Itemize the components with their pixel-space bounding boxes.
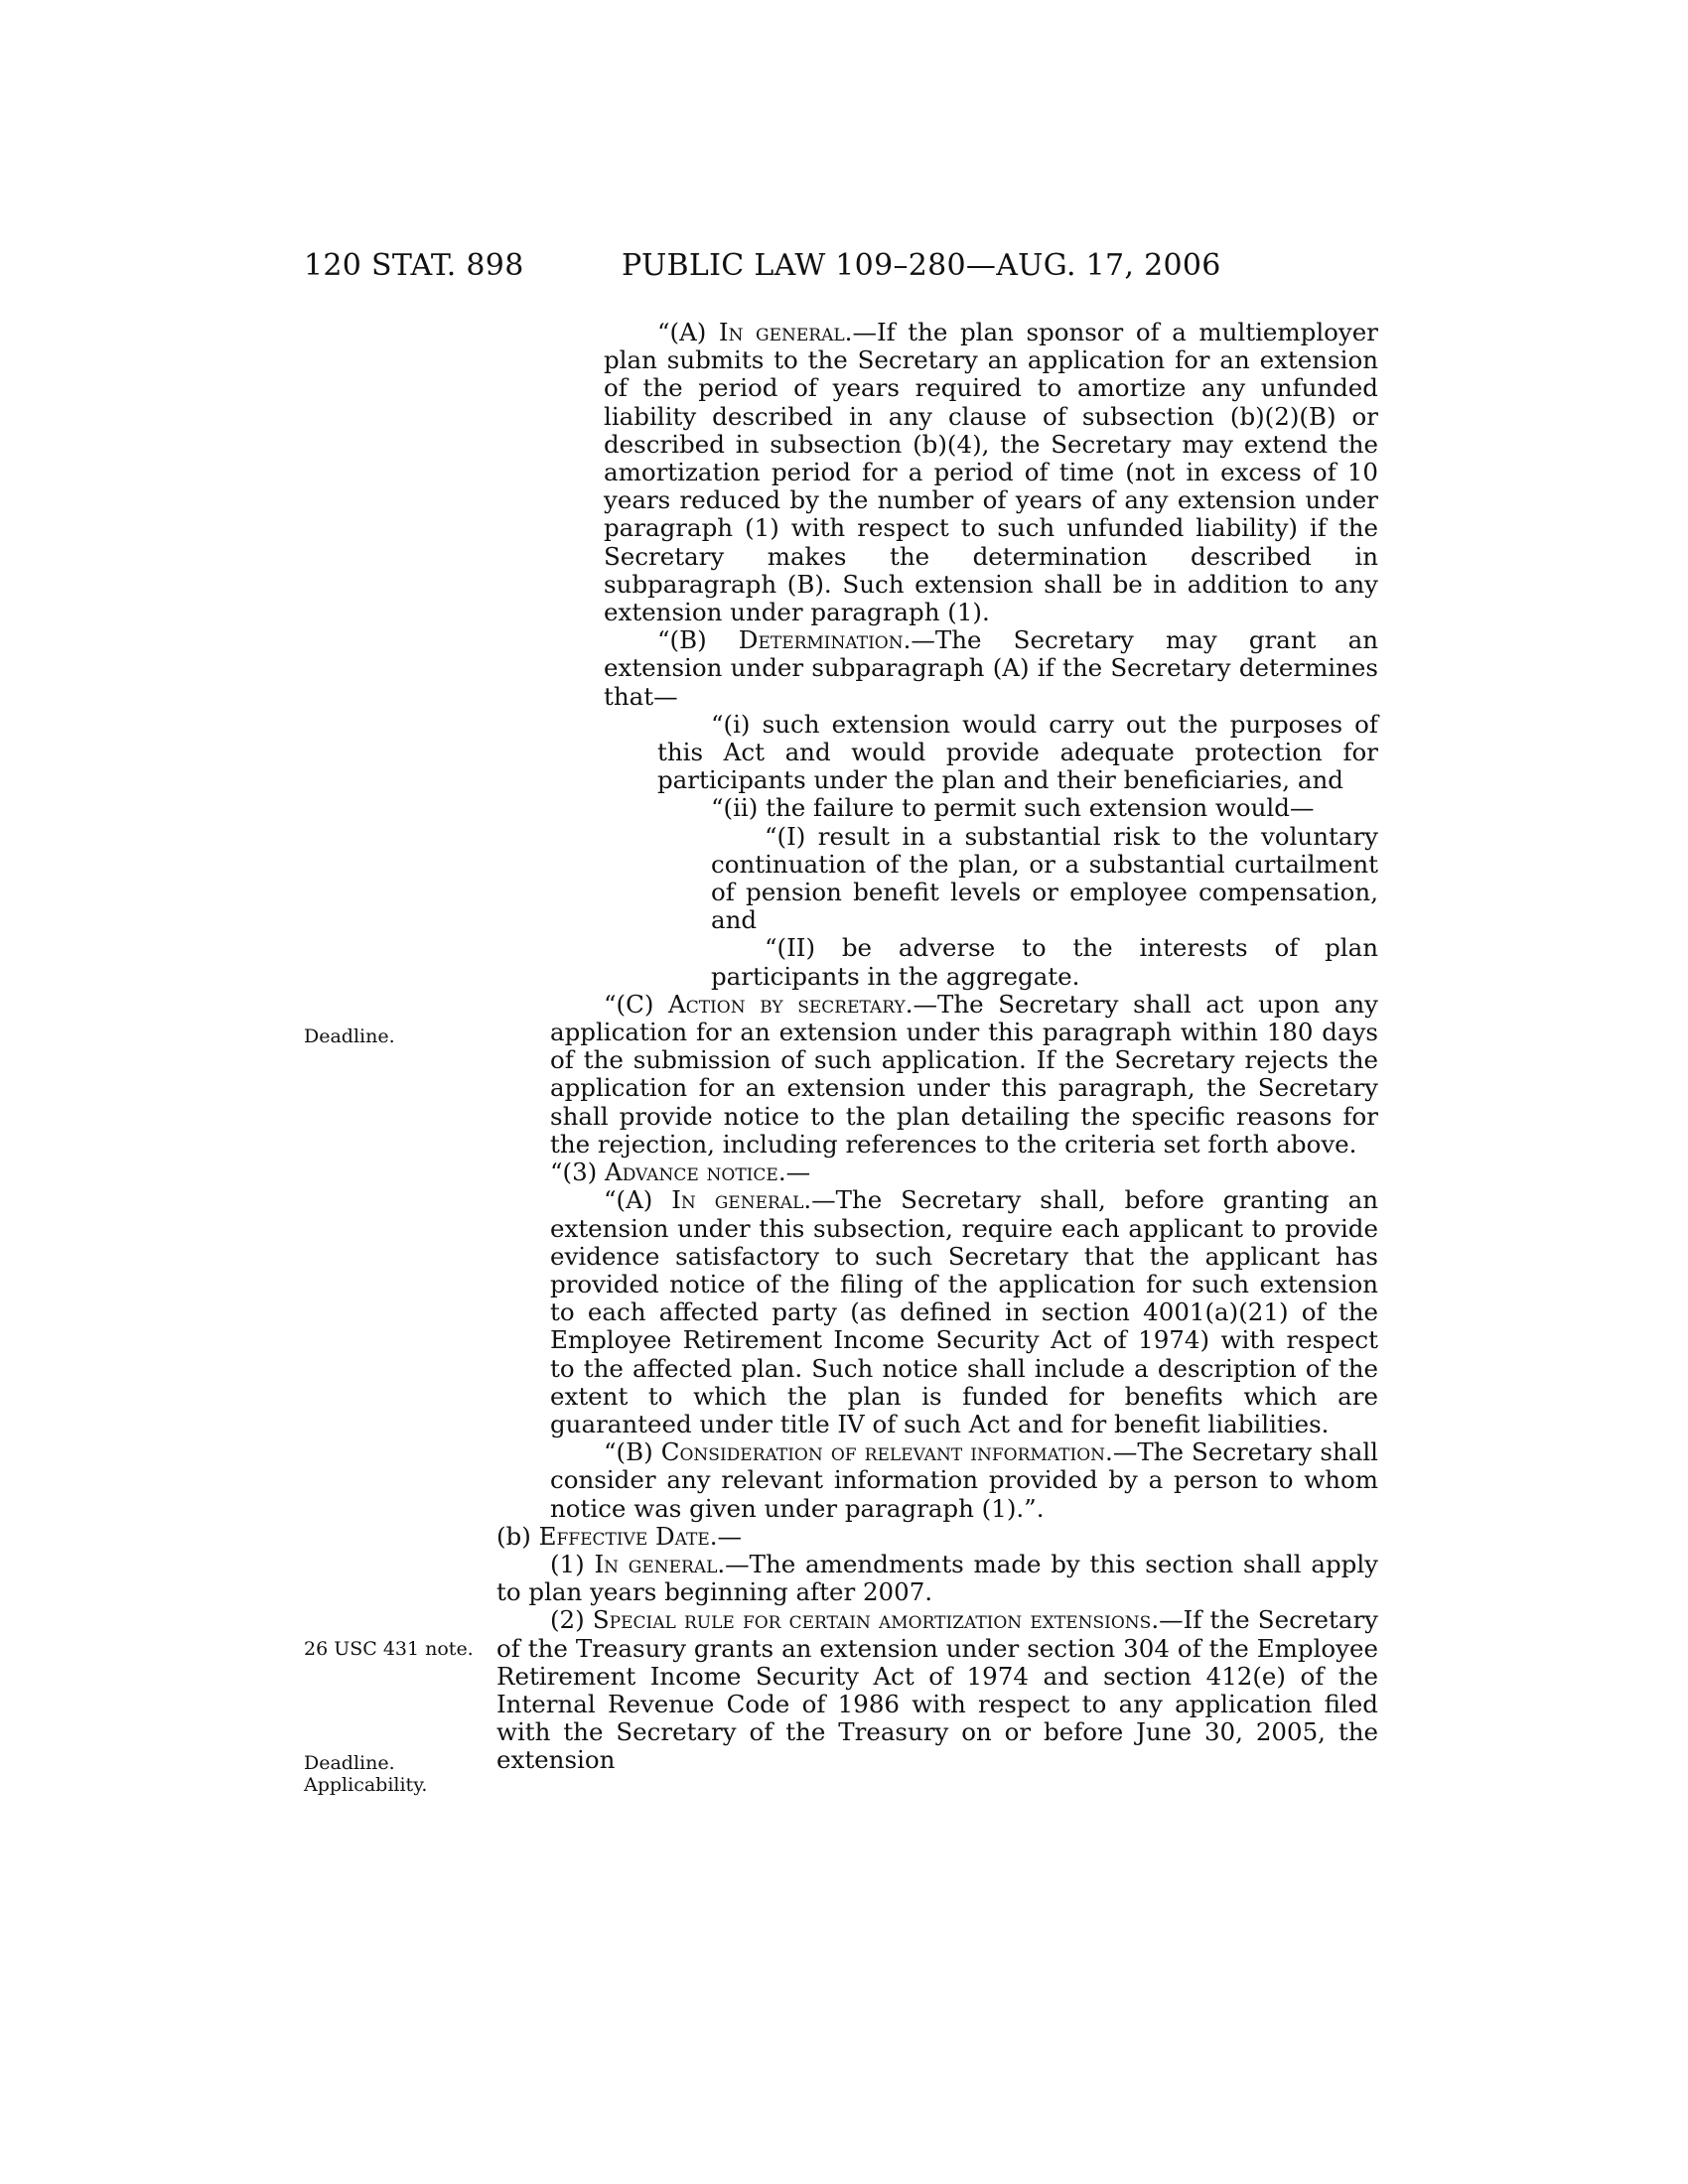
paragraph-3A: “(A) In general.—The Secretary shall, before granting an extension under this subsection, require each applicant to provide evidence satisfactory to such Secretary that the applicant has provided notice of the filing of the application for such extension to each affected party (as defined in section 4001(a)(21) of the Employee Retirement Income Security Act of 1974) with respect to the affected plan. Such notice shall include a description of the extent to which the plan is funded for benefits which are guaranteed under title IV of such Act and for benefit liabilities. [550, 1185, 1378, 1438]
subclause-II: “(II) be adverse to the interests of plan participants in the aggregate. [711, 933, 1378, 991]
margin-note-deadline-2: Deadline. [304, 1752, 395, 1774]
paragraph-3B: “(B) Consideration of relevant information.—The Secretary shall consider any relevant information provided by a person to whom notice was given under paragraph (1).”. [550, 1437, 1378, 1523]
statute-page-number: 120 STAT. 898 [304, 248, 524, 283]
paragraph-3: “(3) Advance notice.— [550, 1158, 811, 1187]
margin-note-applicability: Applicability. [304, 1774, 428, 1796]
margin-note-deadline: Deadline. [304, 1025, 395, 1047]
paragraph-2B: “(B) Determination.—The Secretary may grant an extension under subparagraph (A) if the Secretary determines that— [604, 625, 1378, 711]
subclause-I: “(I) result in a substantial risk to the voluntary continuation of the plan, or a substantial curtailment of pension benefit levels or employee compensation, and [711, 821, 1378, 935]
margin-note-usc: 26 USC 431 note. [304, 1638, 474, 1660]
paragraph-2C: “(C) Action by secretary.—The Secretary shall act upon any application for an extension under this paragraph within 180 days of the submission of such application. If the Secretary rejects the application for an extension under this paragraph, the Secretary shall provide notice to the plan detailing the specific reasons for the rejection, including references to the criteria set forth above. [550, 989, 1378, 1159]
subsection-b: (b) Effective Date.— [496, 1521, 743, 1551]
paragraph-b2: (2) Special rule for certain amortization extensions.—If the Secretary of the Treasury grants an extension under section 304 of the Employee Retirement Income Security Act of 1974 and section 412(e) of the Internal Revenue Code of 1986 with respect to any application filed with the Secretary of the Treasury on or before June 30, 2005, the extension [496, 1605, 1379, 1775]
paragraph-b1: (1) In general.—The amendments made by this section shall apply to plan years beginning after 2007. [496, 1549, 1378, 1607]
running-header-title: PUBLIC LAW 109–280—AUG. 17, 2006 [622, 248, 1221, 283]
paragraph-2A: “(A) In general.—If the plan sponsor of a multiemployer plan submits to the Secretary an application for an extension of the period of years required to amortize any unfunded liability described in any clause of subsection (b)(2)(B) or described in subsection (b)(4), the Secretary may extend the amortization period for a period of time (not in excess of 10 years reduced by the number of years of any extension under paragraph (1) with respect to such unfunded liability) if the Secretary makes the determination described in subparagraph (B). Such extension shall be in addition to any extension under paragraph (1). [604, 318, 1378, 627]
body-text [496, 318, 1379, 1775]
clause-ii: “(ii) the failure to permit such extension would— [711, 793, 1315, 823]
clause-i: “(i) such extension would carry out the purposes of this Act and would provide adequate protection for participants under the plan and their beneficiaries, and [657, 709, 1378, 795]
